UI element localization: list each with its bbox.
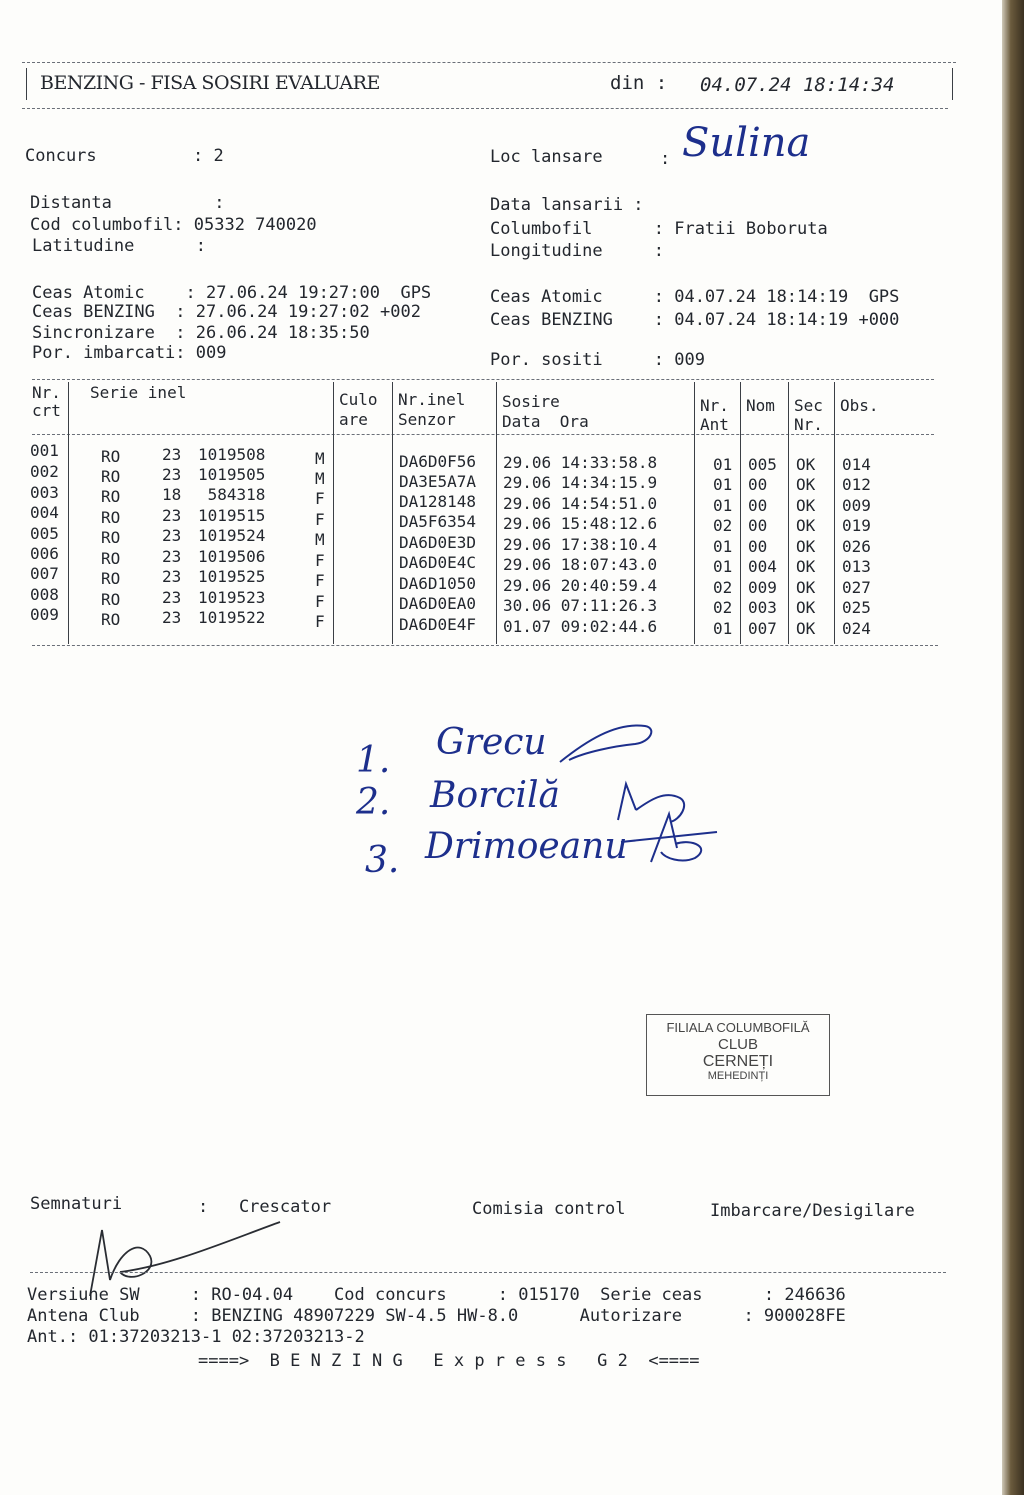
cell-sec: OK xyxy=(796,557,816,576)
th-sosire: Sosire xyxy=(502,392,560,411)
cell-sec: OK xyxy=(796,619,816,638)
concurs-label: Concurs xyxy=(25,146,97,166)
footer-ant-line: Ant.: 01:37203213-1 02:37203213-2 xyxy=(27,1327,365,1347)
cell-inel: 1019523 xyxy=(198,588,266,607)
cell-obs: 024 xyxy=(842,619,871,638)
header-border-bottom xyxy=(22,108,948,109)
cell-tara: RO xyxy=(101,590,121,609)
longitudine-line: Longitudine : xyxy=(490,241,664,261)
crescator-label: : Crescator xyxy=(198,1197,332,1217)
initials-signature-1 xyxy=(555,712,665,772)
cell-obs: 009 xyxy=(842,496,871,515)
cell-an: 23 xyxy=(162,608,182,627)
th-sec: Sec xyxy=(794,396,823,415)
cell-sec: OK xyxy=(796,578,816,597)
cell-obs: 013 xyxy=(842,557,871,576)
cell-nom: 00 xyxy=(748,516,768,535)
table-col-sep xyxy=(496,382,497,644)
cell-inel: 1019515 xyxy=(198,506,266,525)
cell-data-ora: 29.06 14:33:58.8 xyxy=(503,453,658,472)
cell-crt: 002 xyxy=(30,462,59,481)
cell-data-ora: 29.06 17:38:10.4 xyxy=(503,535,658,554)
cell-senzor: DA3E5A7A xyxy=(399,472,477,491)
cell-ant: 01 xyxy=(713,496,733,515)
handwritten-rank-3-number: 3. xyxy=(365,840,400,881)
th-nom: Nom xyxy=(746,396,775,415)
cell-crt: 005 xyxy=(30,524,59,543)
cell-inel: 1019508 xyxy=(198,445,266,464)
stamp-line-4: MEHEDINȚI xyxy=(707,1070,769,1082)
cell-inel: 1019505 xyxy=(198,465,266,484)
concurs-value: : 2 xyxy=(193,146,224,166)
cell-inel: 1019506 xyxy=(198,547,266,566)
cell-inel: 1019522 xyxy=(198,608,266,627)
cell-obs: 025 xyxy=(842,598,871,617)
cell-crt: 004 xyxy=(30,503,59,522)
cell-crt: 009 xyxy=(30,605,59,624)
th-crt: crt xyxy=(32,401,61,420)
cell-sex: F xyxy=(315,489,325,508)
cell-crt: 006 xyxy=(30,544,59,563)
cell-inel: 1019524 xyxy=(198,526,266,545)
cell-sex: F xyxy=(315,510,325,529)
cell-data-ora: 29.06 14:54:51.0 xyxy=(503,494,658,513)
footer-versiune-line: Versiune SW : RO-04.04 Cod concurs : 015170 Serie ceas : 246636 xyxy=(27,1285,846,1305)
cell-senzor: DA6D0E4C xyxy=(399,553,477,572)
cell-tara: RO xyxy=(101,467,121,486)
sincronizare-line: Sincronizare : 26.06.24 18:35:50 xyxy=(32,323,370,343)
cell-an: 23 xyxy=(162,547,182,566)
cell-sex: M xyxy=(315,530,325,549)
distanta-line: Distanta : xyxy=(30,193,225,213)
cell-crt: 007 xyxy=(30,564,59,583)
ceas-benzing-start: Ceas BENZING : 27.06.24 19:27:02 +002 xyxy=(32,302,421,322)
cell-data-ora: 29.06 15:48:12.6 xyxy=(503,514,658,533)
cell-inel: 584318 xyxy=(198,485,266,504)
cell-an: 23 xyxy=(162,526,182,545)
por-imbarcati-line: Por. imbarcati: 009 xyxy=(32,343,227,363)
imbarcare-desigilare-label: Imbarcare/Desigilare xyxy=(710,1201,915,1221)
cell-nom: 00 xyxy=(748,475,768,494)
ceas-benzing-end: Ceas BENZING : 04.07.24 18:14:19 +000 xyxy=(490,310,900,330)
cell-ant: 01 xyxy=(713,475,733,494)
cell-tara: RO xyxy=(101,447,121,466)
cell-tara: RO xyxy=(101,549,121,568)
cell-data-ora: 30.06 07:11:26.3 xyxy=(503,596,658,615)
table-col-sep xyxy=(834,382,835,644)
din-label: din : xyxy=(610,72,668,94)
cod-columbofil-line: Cod columbofil: 05332 740020 xyxy=(30,215,317,235)
cell-sec: OK xyxy=(796,475,816,494)
footer-express-banner: ====> B E N Z I N G E x p r e s s G 2 <==== xyxy=(198,1351,700,1371)
loc-lansare-colon: : xyxy=(660,149,671,169)
semnaturi-label: Semnaturi xyxy=(30,1194,123,1214)
cell-crt: 008 xyxy=(30,585,59,604)
handwritten-rank-2-name: Borcilă xyxy=(430,775,560,816)
table-col-sep xyxy=(68,382,69,644)
cell-obs: 014 xyxy=(842,455,871,474)
club-stamp xyxy=(646,1014,830,1096)
header-border-left xyxy=(26,68,27,100)
cell-obs: 019 xyxy=(842,516,871,535)
cell-senzor: DA5F6354 xyxy=(399,512,477,531)
th-ant: Ant xyxy=(700,415,729,434)
handwritten-rank-1-number: 1. xyxy=(356,740,391,781)
cell-sex: M xyxy=(315,449,325,468)
cell-ant: 01 xyxy=(713,455,733,474)
cell-obs: 012 xyxy=(842,475,871,494)
cell-nom: 003 xyxy=(748,598,777,617)
cell-nom: 005 xyxy=(748,455,777,474)
header-border-top xyxy=(22,62,956,63)
cell-sex: F xyxy=(315,592,325,611)
cell-senzor: DA6D0EA0 xyxy=(399,594,477,613)
table-line-top xyxy=(32,379,934,380)
cell-obs: 027 xyxy=(842,578,871,597)
loc-lansare-handwritten: Sulina xyxy=(682,120,811,166)
th-nr-ant: Nr. xyxy=(700,396,729,415)
th-are: are xyxy=(339,410,368,429)
cell-senzor: DA6D0E4F xyxy=(399,615,477,634)
th-obs: Obs. xyxy=(840,396,879,415)
cell-sec: OK xyxy=(796,516,816,535)
table-col-sep xyxy=(788,382,789,644)
cell-data-ora: 29.06 14:34:15.9 xyxy=(503,473,658,492)
cell-data-ora: 29.06 18:07:43.0 xyxy=(503,555,658,574)
cell-sex: M xyxy=(315,469,325,488)
stamp-line-3: CERNEȚI xyxy=(702,1053,774,1070)
cell-ant: 01 xyxy=(713,619,733,638)
cell-sec: OK xyxy=(796,496,816,515)
report-datetime: 04.07.24 18:14:34 xyxy=(700,74,895,96)
cell-crt: 001 xyxy=(30,441,59,460)
cell-nom: 00 xyxy=(748,537,768,556)
header-border-right xyxy=(952,68,953,100)
cell-senzor: DA6D0E3D xyxy=(399,533,477,552)
cell-tara: RO xyxy=(101,487,121,506)
cell-sex: F xyxy=(315,551,325,570)
cell-an: 23 xyxy=(162,588,182,607)
cell-an: 23 xyxy=(162,567,182,586)
footer-divider xyxy=(30,1272,946,1273)
table-col-sep xyxy=(694,382,695,644)
table-col-sep xyxy=(740,382,741,644)
cell-ant: 02 xyxy=(713,578,733,597)
th-nr-inel: Nr.inel xyxy=(398,390,466,409)
th-nr: Nr. xyxy=(32,383,61,402)
cell-crt: 003 xyxy=(30,483,59,502)
page-edge-shadow xyxy=(1002,0,1024,1495)
cell-sec: OK xyxy=(796,537,816,556)
cell-nom: 004 xyxy=(748,557,777,576)
cell-tara: RO xyxy=(101,569,121,588)
loc-lansare-label: Loc lansare xyxy=(490,147,603,167)
th-serie-inel: Serie inel xyxy=(90,383,187,402)
cell-an: 23 xyxy=(162,445,182,464)
initials-signature-3 xyxy=(615,808,725,868)
cell-ant: 01 xyxy=(713,557,733,576)
cell-tara: RO xyxy=(101,508,121,527)
cell-sec: OK xyxy=(796,598,816,617)
cell-an: 23 xyxy=(162,506,182,525)
report-title: BENZING - FISA SOSIRI EVALUARE xyxy=(40,72,380,94)
cell-ant: 02 xyxy=(713,516,733,535)
columbofil-line: Columbofil : Fratii Boboruta xyxy=(490,219,828,239)
th-data-ora: Data Ora xyxy=(502,412,589,431)
cell-ant: 01 xyxy=(713,537,733,556)
cell-senzor: DA6D1050 xyxy=(399,574,477,593)
data-lansarii-line: Data lansarii : xyxy=(490,195,644,215)
cell-sex: F xyxy=(315,612,325,631)
th-sec-nr: Nr. xyxy=(794,415,823,434)
cell-an: 23 xyxy=(162,465,182,484)
cell-nom: 007 xyxy=(748,619,777,638)
cell-tara: RO xyxy=(101,610,121,629)
cell-obs: 026 xyxy=(842,537,871,556)
stamp-line-2: CLUB xyxy=(717,1036,758,1053)
th-culo: Culo xyxy=(339,390,378,409)
ceas-atomic-start: Ceas Atomic : 27.06.24 19:27:00 GPS xyxy=(32,283,432,303)
latitudine-line: Latitudine : xyxy=(32,236,206,256)
table-col-sep xyxy=(392,382,393,644)
cell-sex: F xyxy=(315,571,325,590)
table-line-bottom xyxy=(32,645,938,646)
cell-ant: 02 xyxy=(713,598,733,617)
handwritten-rank-3-name: Drimoeanu xyxy=(425,826,628,867)
footer-antena-line: Antena Club : BENZING 48907229 SW-4.5 HW-8.0 Autorizare : 900028FE xyxy=(27,1306,846,1326)
stamp-line-1: FILIALA COLUMBOFILĂ xyxy=(666,1020,810,1035)
cell-nom: 009 xyxy=(748,578,777,597)
table-col-sep xyxy=(333,382,334,644)
cell-sec: OK xyxy=(796,455,816,474)
cell-data-ora: 29.06 20:40:59.4 xyxy=(503,576,658,595)
th-senzor: Senzor xyxy=(398,410,456,429)
cell-inel: 1019525 xyxy=(198,567,266,586)
handwritten-rank-2-number: 2. xyxy=(356,782,391,823)
cell-tara: RO xyxy=(101,528,121,547)
comisia-control-label: Comisia control xyxy=(472,1199,626,1219)
handwritten-rank-1-name: Grecu xyxy=(436,722,547,763)
cell-an: 18 xyxy=(162,485,182,504)
cell-senzor: DA128148 xyxy=(399,492,477,511)
por-sositi-line: Por. sositi : 009 xyxy=(490,350,705,370)
cell-data-ora: 01.07 09:02:44.6 xyxy=(503,617,658,636)
cell-nom: 00 xyxy=(748,496,768,515)
ceas-atomic-end: Ceas Atomic : 04.07.24 18:14:19 GPS xyxy=(490,287,900,307)
cell-senzor: DA6D0F56 xyxy=(399,452,477,471)
